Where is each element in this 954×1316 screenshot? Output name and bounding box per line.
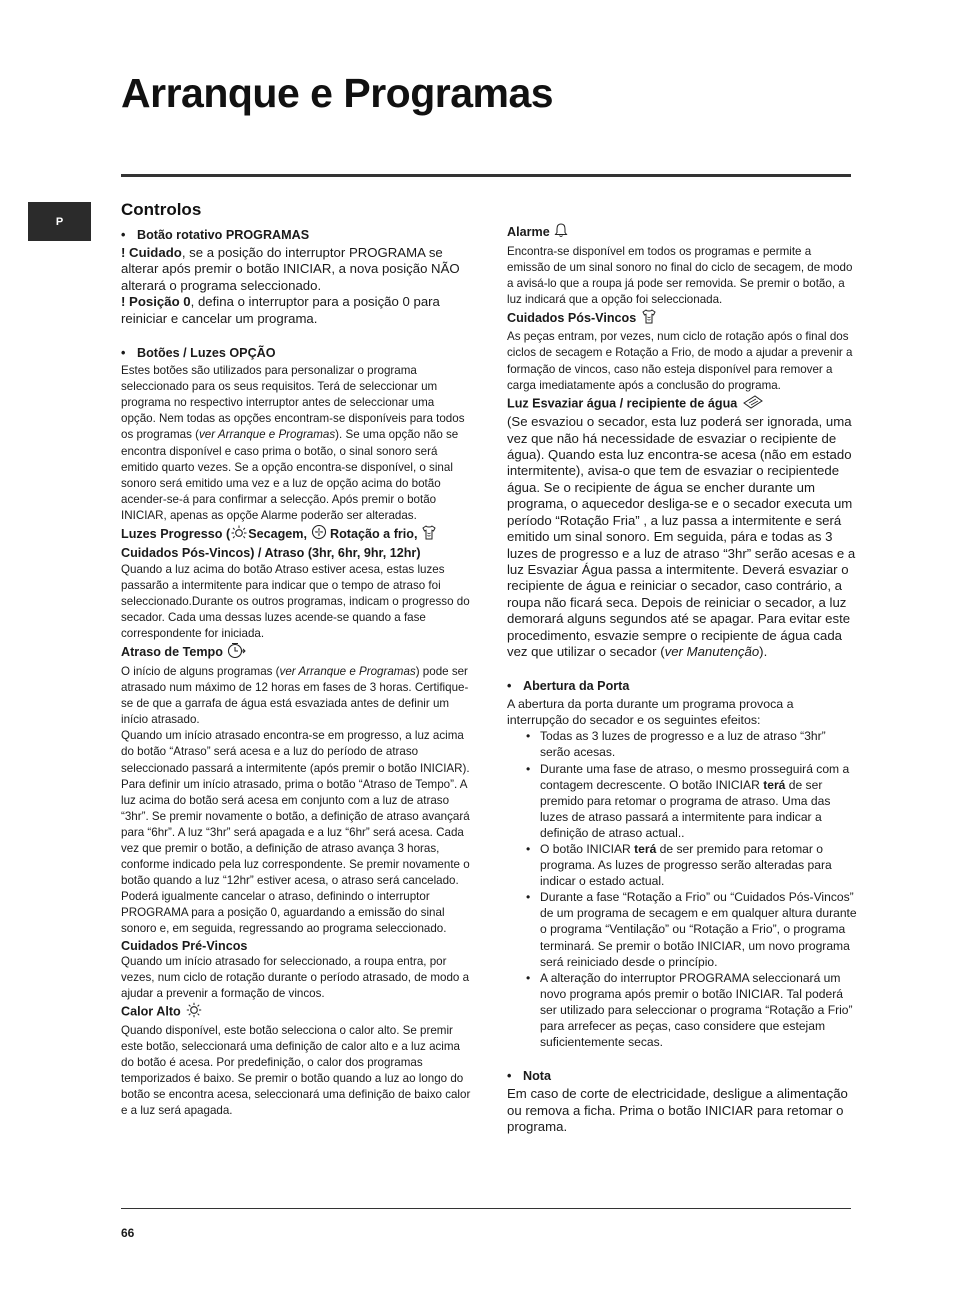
section-heading-controls: Controlos bbox=[121, 200, 202, 219]
progress-lights-heading: Luzes Progresso ( Secagem, Rotação a frio, Cuidados Pós-Vincos) / Atraso (3hr, 6hr, 9hr, 12hr) bbox=[121, 524, 471, 562]
sun-drying-icon bbox=[230, 524, 248, 545]
title-divider bbox=[121, 174, 851, 177]
fan-cool-icon bbox=[311, 524, 327, 545]
delay-text-3: Para definir um início atrasado, prima o botão “Atraso de Tempo”. A luz acima do botão será acesa em conjunto com a luz de atraso “3hr”. Se premir novamente o botão, a definição de atraso avançará para “6hr”. A luz “3hr” será apagada e a luz “6hr” será acesa. Cada vez que premir o botão, a definição de atraso avança 3 horas, conforme indicado pela luz correspondente. Se premir novamente o botão quando a luz “12hr” estiver acesa, o atraso será cancelado. Poderá igualmente cancelar o atraso, definindo o interruptor PROGRAMA para a posição 0, aguardando a emissão do sinal sonoro e, em seguida, regressando ao programa seleccionado. bbox=[121, 777, 470, 936]
alarm-heading: Alarme bbox=[507, 222, 857, 244]
page-title: Arranque e Programas bbox=[121, 70, 554, 116]
program-knob-text: ! Cuidado, se a posição do interruptor PROGRAMA se alterar após premir o botão INICIAR, a nova posição NÃO alterará o programa seleccionado. ! Posição 0, defina o interruptor para a posição 0 para reiniciar e cancelar um programa. bbox=[121, 245, 460, 326]
postcrease-text: As peças entram, por vezes, num ciclo de rotação após o final dos ciclos de secagem e Rotação a Frio, de modo a ajudar a prevenir a formação de vincos, caso não esteja disponível para remover a carga imediatamente após a conclusão do programa. bbox=[507, 330, 853, 392]
door-intro: A abertura da porta durante um programa provoca a interrupção do secador e os seguintes efeitos: bbox=[507, 697, 794, 728]
list-item: • Todas as 3 luzes de progresso e a luz de atraso “3hr” serão acesas. bbox=[540, 728, 857, 760]
option-text: Estes botões são utilizados para personalizar o programa seleccionado para os seus requisitos. Terá de seleccionar um programa no respectivo interruptor antes de seleccionar uma opção. Nem todas as opções encontram-se disponíveis para todos os programas (ver Arranque e Programas). Se uma opção não se encontra disponível e caso prima o botão, o sinal sonoro será emitido quarto vezes. Se a opção encontra-se disponível, o sinal sonoro será emitido uma vez e a luz de opção acima do botão acender-se-á para confirmar a selecção. Após premir o botão INICIAR, apenas as opçõe Alarme poderão ser alteradas. bbox=[121, 364, 465, 522]
water-container-text: (Se esvaziou o secador, esta luz poderá ser ignorada, uma vez que não há necessidade de esvaziar o recipiente de água). Quando esta luz encontra-se acesa (não em estado intermitente), avisa-o que tem de esvaziar o recipientede água. Se o recipiente de água se encher durante um programa, o aquecedor desliga-se e o secador executa um período “Rotação Fria” , a luz passa a intermitente e será emitido um sinal sonoro. Em seguida, pára e todas as 3 luzes de progresso e a luz de atraso “3hr” serão acesas e a luz Esvaziar Água passa a intermitente. Deverá esvaziar o recipiente de água e reiniciar o secador, caso contrário, a roupa não ficará seca. Depois de reiniciar o secador, a luz demorará alguns segundos até se apagar. Para evitar este procedimento, esvazie sempre o recipiente de água cada vez que utilizar o secador (ver Manutenção). bbox=[507, 414, 856, 659]
list-item: • Durante a fase “Rotação a Frio” ou “Cuidados Pós-Vincos” de um programa de secagem e em qualquer altura durante o programa “Ventilação” ou “Rotação a Frio”, o programa terminará. Se premir o botão INICIAR, um novo programa será reiniciado desde o princípio. bbox=[540, 889, 857, 969]
language-tab: P bbox=[28, 202, 91, 241]
progress-lights-text: Quando a luz acima do botão Atraso estiver acesa, estas luzes passarão a intermitente para indicar que o tempo de atraso foi seleccionado.Durante os outros programas, indicam o progresso do secador. Cada uma dessas luzes acende-se quando a fase correspondente for iniciada. bbox=[121, 562, 470, 641]
water-container-icon bbox=[741, 394, 765, 415]
delay-text-2: Quando um início atrasado encontra-se em progresso, a luz acima do botão “Atraso” será acesa e a luz do período de atraso seleccionado passará a intermitente (após premir o botão INICIAR). bbox=[121, 729, 470, 775]
precrease-text: Quando um início atrasado for seleccionado, a roupa entra, por vezes, num ciclo de rotação durante o período atrasado, de modo a ajudar a prevenir a formação de vincos. bbox=[121, 955, 470, 1001]
bell-icon bbox=[553, 222, 569, 244]
bullet-program-knob: • Botão rotativo PROGRAMAS bbox=[121, 227, 471, 243]
sun-heat-icon bbox=[184, 1002, 204, 1023]
alarm-text: Encontra-se disponível em todos os programas e permite a emissão de um sinal sonoro no final do ciclo de secagem, de modo a avisá-lo que a roupa já pode ser removida. Se premir o botão, a luz indicará que a opção foi seleccionada. bbox=[507, 244, 853, 306]
page-number: 66 bbox=[121, 1226, 135, 1240]
bullet-door-opening: • Abertura da Porta bbox=[507, 678, 857, 694]
note-text: Em caso de corte de electricidade, desligue a alimentação ou remova a ficha. Prima o botão INICIAR para retomar o programa. bbox=[507, 1086, 848, 1135]
shirt-care-icon bbox=[640, 308, 658, 330]
high-heat-text: Quando disponível, este botão selecciona o calor alto. Se premir este botão, seleccionará uma definição de calor alto e a luz acima do botão é acesa. Por predefinição, o calor dos programas temporizados é baixo. Se premir o botão quando a luz ao longo do botão se encontra acesa, seleccionará uma definição de baixo calor e a luz será apagada. bbox=[121, 1023, 471, 1118]
water-container-heading: Luz Esvaziar água / recipiente de água bbox=[507, 394, 857, 415]
bullet-option-buttons: • Botões / Luzes OPÇÃO bbox=[121, 345, 471, 361]
list-item: • A alteração do interruptor PROGRAMA seleccionará um novo programa após premir o botão INICIAR. Tal poderá ser utilizado para seleccionar o programa “Rotação a Frio” para arrefecer as peças, caso considere que estejam suficientemente secas. bbox=[540, 970, 857, 1050]
left-column bbox=[121, 200, 471, 1119]
footer-divider bbox=[121, 1208, 851, 1209]
shirt-crease-icon bbox=[421, 524, 437, 546]
delay-timer-icon bbox=[226, 642, 248, 664]
door-effects-list bbox=[507, 728, 857, 1050]
postcrease-heading: Cuidados Pós-Vincos bbox=[507, 308, 857, 330]
list-item: • Durante uma fase de atraso, o mesmo prosseguirá com a contagem decrescente. O botão INICIAR terá de ser premido para retomar o programa de atraso. Uma das luzes de atraso passará a intermitente para indicar a definição de atraso actual.. bbox=[540, 761, 857, 841]
list-item: • O botão INICIAR terá de ser premido para retomar o programa. As luzes de progresso serão alteradas para indicar o estado actual. bbox=[540, 841, 857, 889]
right-column bbox=[507, 222, 857, 1135]
delay-text-1: O início de alguns programas (ver Arranque e Programas) pode ser atrasado num máximo de 12 horas em fases de 3 horas. Certifique-se de que a garrafa de água está esvaziada antes de definir um início atrasado. bbox=[121, 664, 469, 727]
bullet-note: • Nota bbox=[507, 1068, 857, 1084]
high-heat-heading: Calor Alto bbox=[121, 1002, 471, 1023]
precrease-heading: Cuidados Pré-Vincos bbox=[121, 938, 248, 953]
delay-heading: Atraso de Tempo bbox=[121, 642, 471, 664]
